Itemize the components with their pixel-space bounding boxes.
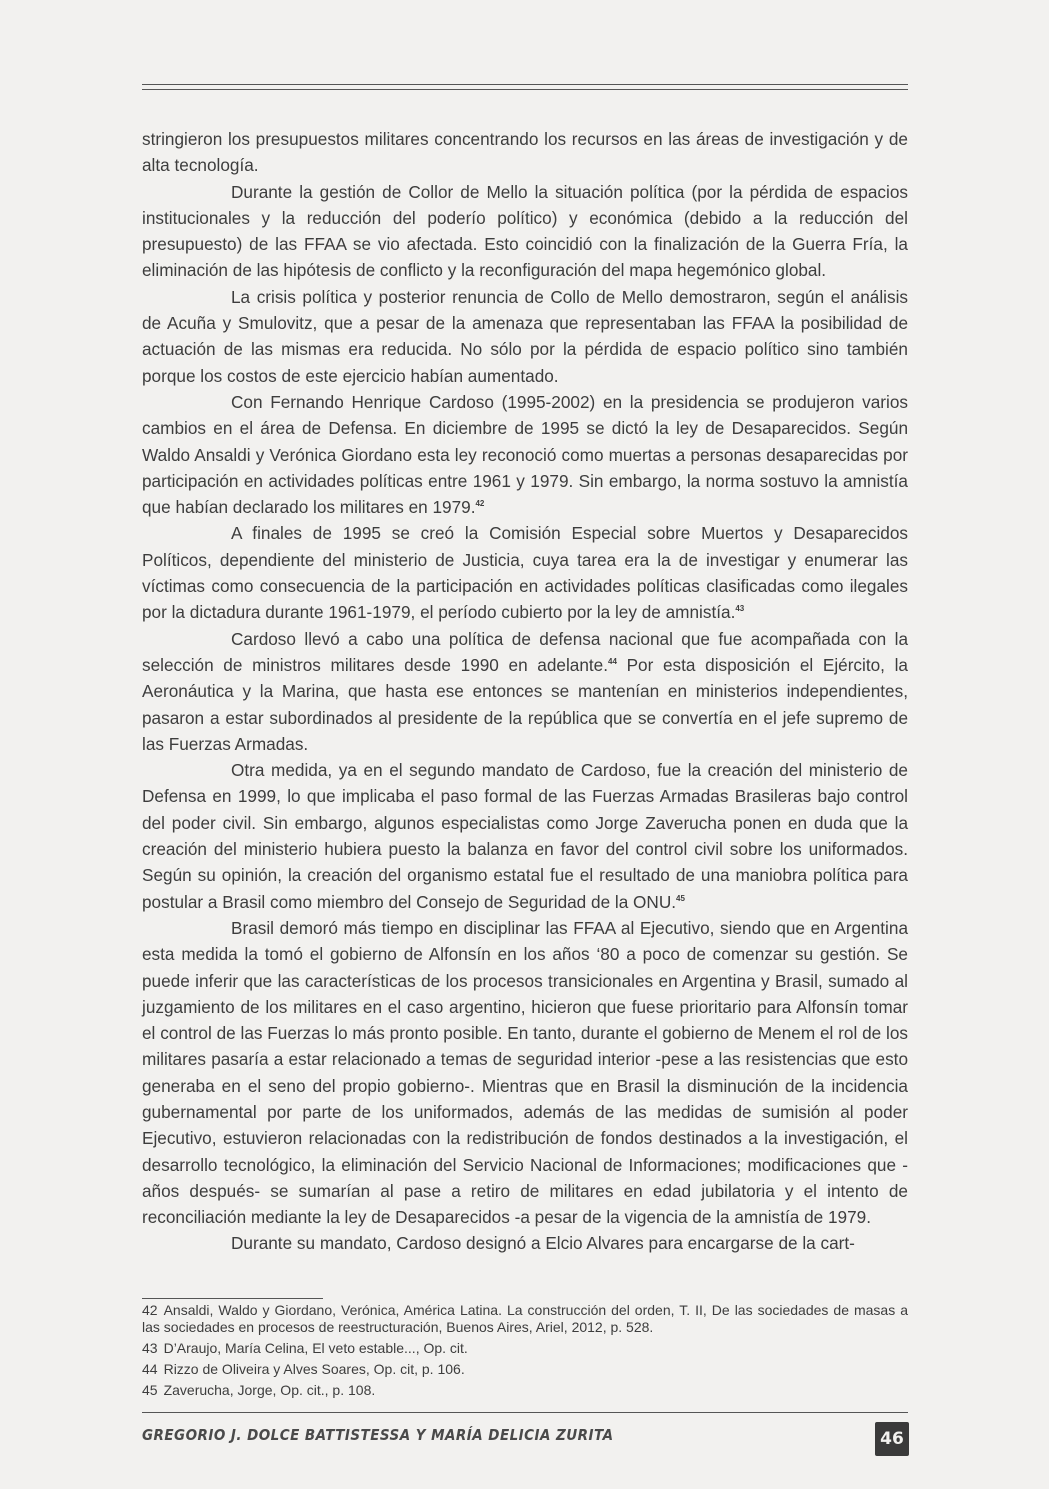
footnote-ref-45: 45 [676, 893, 685, 903]
footnote-43: 43 D’Araujo, María Celina, El veto estable..., Op. cit. [142, 1340, 468, 1356]
paragraph-3: La crisis política y posterior renuncia de Collo de Mello demostraron, según el análisis de Acuña y Smulovitz, que a pesar de la amenaza que representaban las FFAA la posibilidad de actuación de las mismas era reducida. No sólo por la pérdida de espacio político sino también porque los costos de este ejercicio habían aumentado. [142, 286, 908, 386]
footnote-separator [142, 1298, 323, 1299]
footnote-44: 44 Rizzo de Oliveira y Alves Soares, Op. cit, p. 106. [142, 1361, 465, 1377]
footnote-ref-42: 42 [475, 499, 485, 509]
footnote-ref-43: 43 [735, 604, 745, 614]
paragraph-4: Con Fernando Henrique Cardoso (1995-2002) en la presidencia se produjeron varios cambios en el área de Defensa. En diciembre de 1995 se dictó la ley de Desaparecidos. Según Waldo Ansaldi y Verónica Giordano esta ley reconoció como muertas a personas desaparecidas por participación en actividades políticas entre 1961 y 1979. Sin embargo, la norma sostuvo la amnistía que habían declarado los militares en 1979.42 [142, 391, 908, 518]
page-number: 46 [875, 1422, 909, 1456]
footnote-45: 45 Zaverucha, Jorge, Op. cit., p. 108. [142, 1382, 376, 1398]
paragraph-7: Otra medida, ya en el segundo mandato de Cardoso, fue la creación del ministerio de Defensa en 1999, lo que implicaba el paso formal de las Fuerzas Armadas Brasileras bajo control del poder civil. Sin embargo, algunos especialistas como Jorge Zaverucha ponen en duda que la creación del ministerio hubiera puesto la balanza en favor del control civil sobre los uniformados. Según su opinión, la creación del organismo estatal fue el resultado de una maniobra política para postular a Brasil como miembro del Consejo de Seguridad de la ONU.$^{45}$ [142, 760, 908, 912]
footer-authors: GREGORIO J. DOLCE BATTISTESSA Y MARÍA DELICIA ZURITA [142, 1426, 614, 1444]
header-double-rule [142, 84, 908, 90]
paragraph-8: Brasil demoró más tiempo en disciplinar las FFAA al Ejecutivo, siendo que en Argentina esta medida la tomó el gobierno de Alfonsín en los años ‘80 a poco de comenzar su gestión. Se puede inferir que las características de los procesos transicionales en Argentina y Brasil, sumado al juzgamiento de los militares en el caso argentino, hicieron que fuese prioritario para Alfonsín tomar el control de las Fuerzas lo más pronto posible. En tanto, durante el gobierno de Menem el rol de los militares pasaría a estar relacionado a temas de seguridad interior -pese a las resistencias que esto generaba en el seno del propio gobierno-. Mientras que en Brasil la disminución de la incidencia gubernamental por parte de los uniformados, además de las medidas de sumisión al poder Ejecutivo, estuvieron relacionadas con la redistribución de fondos destinados a la investigación, el desarrollo tecnológico, la eliminación del Servicio Nacional de Informaciones; modificaciones que -años después- se sumarían al pase a retiro de militares en edad jubilatoria y el intento de reconciliación mediante la ley de Desaparecidos -a pesar de la vigencia de la amnistía de 1979. [142, 917, 908, 1228]
body-text [142, 126, 908, 1257]
footer-rule [142, 1412, 908, 1413]
paragraph-9: Durante su mandato, Cardoso designó a Elcio Alvares para encargarse de la cart- [231, 1233, 855, 1254]
footnote-ref-44: 44 [608, 656, 617, 666]
paragraph-1: stringieron los presupuestos militares concentrando los recursos en las áreas de investigación y de alta tecnología. [142, 129, 908, 176]
paragraph-2: Durante la gestión de Collor de Mello la situación política (por la pérdida de espacios institucionales y la reducción del poderío político) y económica (debido a la reducción del presupuesto) de las FFAA se vio afectada. Esto coincidió con la finalización de la Guerra Fría, la eliminación de las hipótesis de conflicto y la reconfiguración del mapa hegemónico global. [142, 181, 908, 281]
footnotes [142, 1302, 908, 1403]
paragraph-5: A finales de 1995 se creó la Comisión Especial sobre Muertos y Desaparecidos Políticos, dependiente del ministerio de Justicia, cuya tarea era la de investigar y enumerar las víctimas como consecuencia de la participación en actividades políticas clasificadas como ilegales por la dictadura durante 1961-1979, el período cubierto por la ley de amnistía.$^{43}$ [142, 523, 908, 623]
paragraph-6: Cardoso llevó a cabo una política de defensa nacional que fue acompañada con la selección de ministros militares desde 1990 en adelante.$^{44}$ Por esta disposición el Ejército, la Aeronáutica y la Marina, que hasta ese entonces se mantenían en ministerios independientes, pasaron a estar subordinados al presidente de la república que se convertía en el jefe supremo de las Fuerzas Armadas. [142, 628, 908, 754]
footnote-42: 42 Ansaldi, Waldo y Giordano, Verónica, América Latina. La construcción del orden, T. II, De las sociedades de masas a las sociedades en procesos de reestructuración, Buenos Aires, Ariel, 2012, p. 528. [142, 1302, 908, 1335]
